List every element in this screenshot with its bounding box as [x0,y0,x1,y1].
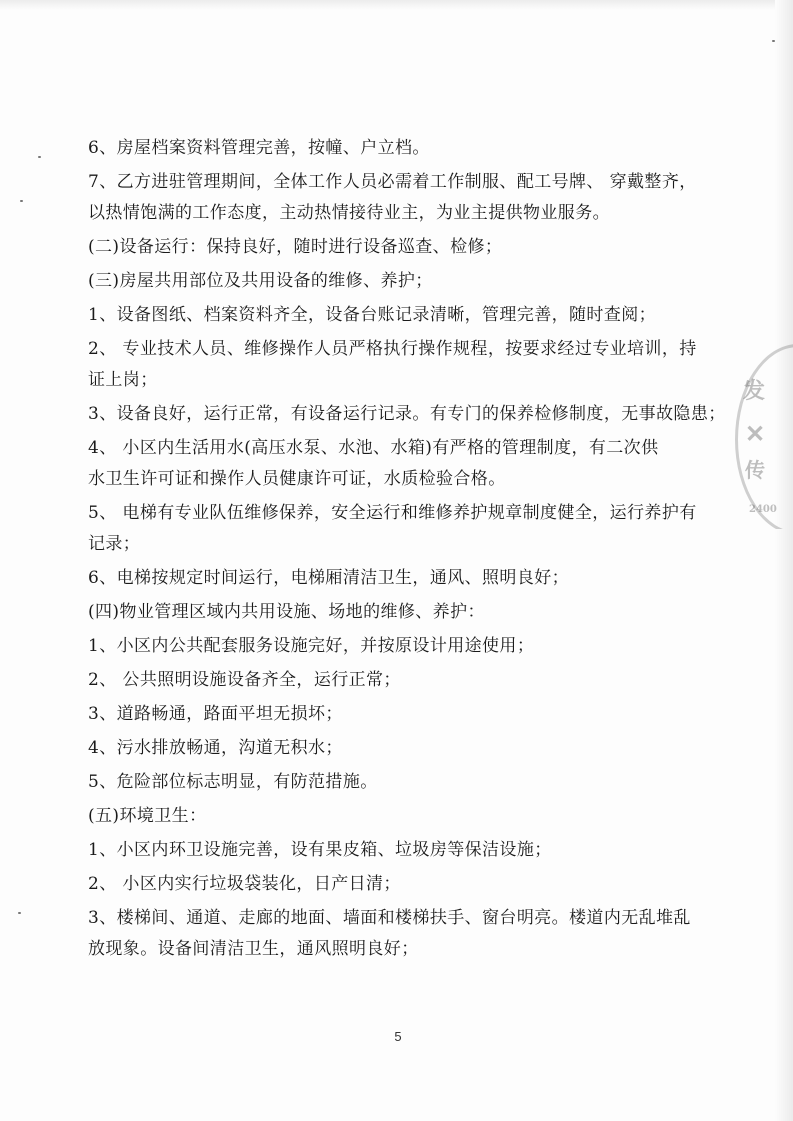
text-line-14: 6、电梯按规定时间运行，电梯厢清洁卫生，通风、照明良好； [88,568,570,588]
text-line-19: 4、污水排放畅通，沟道无积水； [88,738,343,758]
text-line-12: 5、 电梯有专业队伍维修保养，安全运行和维修养护规章制度健全，运行养护有 [88,503,697,523]
text-line-17: 2、 公共照明设施设备齐全，运行正常； [88,670,401,690]
page-number: 5 [394,1029,402,1044]
text-line-5: (三)房屋共用部位及共用设备的维修、养护； [88,271,433,291]
text-line-7: 2、 专业技术人员、维修操作人员严格执行操作规程，按要求经过专业培训，持 [88,339,697,359]
text-line-8: 证上岗； [88,370,158,390]
scan-speck [20,200,23,202]
scan-speck [38,156,41,158]
text-line-22: 1、小区内环卫设施完善，设有果皮箱、垃圾房等保洁设施； [88,840,552,860]
text-line-20: 5、危险部位标志明显，有防范措施。 [88,772,378,792]
text-line-24: 3、楼梯间、通道、走廊的地面、墙面和楼梯扶手、窗台明亮。楼道内无乱堆乱 [88,908,691,928]
text-line-13: 记录； [88,534,141,554]
partial-seal: 发 ✕ 传 2400 [735,344,793,529]
document-body [88,140,728,958]
scan-speck [18,912,21,914]
text-line-11: 水卫生许可证和操作人员健康许可证，水质检验合格。 [88,469,506,489]
text-line-10: 4、 小区内生活用水(高压水泵、水池、水箱)有严格的管理制度，有二次供 [88,438,659,458]
scan-right-edge [775,0,793,1121]
text-line-18: 3、道路畅通，路面平坦无损坏； [88,704,343,724]
text-line-16: 1、小区内公共配套服务设施完好，并按原设计用途使用； [88,636,535,656]
text-line-15: (四)物业管理区域内共用设施、场地的维修、养护： [88,602,485,622]
text-line-1: 6、房屋档案资料管理完善，按幢、户立档。 [88,138,430,158]
text-line-4: (二)设备运行：保持良好，随时进行设备巡查、检修； [88,237,503,257]
text-line-6: 1、设备图纸、档案资料齐全，设备台账记录清晰，管理完善，随时查阅； [88,305,657,325]
text-line-9: 3、设备良好，运行正常，有设备运行记录。有专门的保养检修制度，无事故隐患； [88,404,726,424]
text-line-25: 放现象。设备间清洁卫生，通风照明良好； [88,939,419,959]
scan-speck [772,40,775,42]
text-line-2: 7、乙方进驻管理期间，全体工作人员必需着工作制服、配工号牌、 穿戴整齐， [88,172,697,192]
text-line-23: 2、 小区内实行垃圾袋装化，日产日清； [88,874,401,894]
text-line-21: (五)环境卫生： [88,806,207,826]
text-line-3: 以热情饱满的工作态度，主动热情接待业主，为业主提供物业服务。 [88,203,610,223]
scan-top-edge [0,0,793,10]
